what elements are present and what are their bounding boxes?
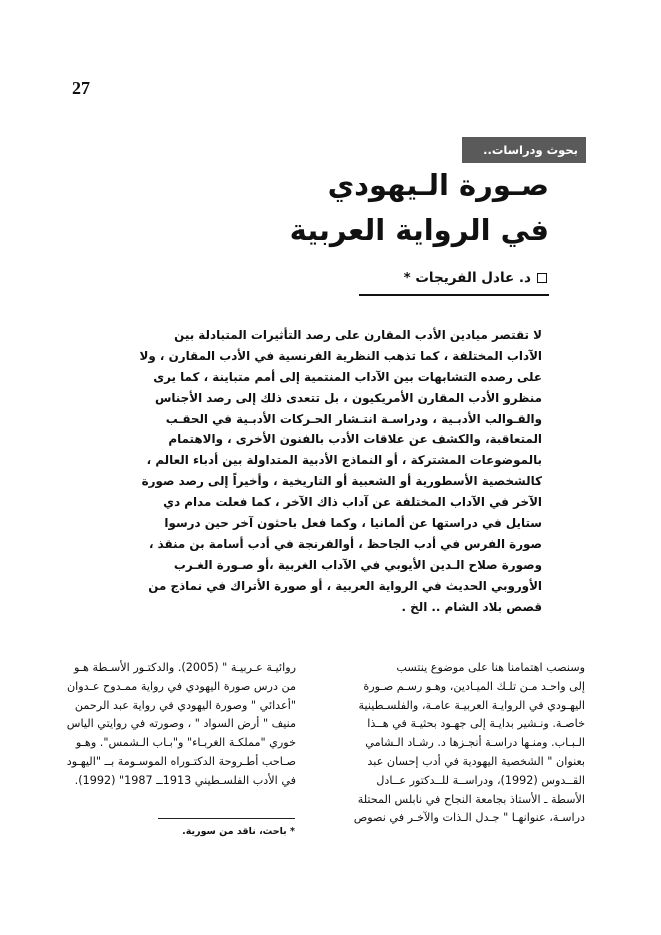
abstract-line: بالموضوعات المشتركة ، أو النماذج الأدبية المتداولة بين أدباء العالم ، (146, 453, 542, 468)
body-line: الـبـاب. ومنـها دراسـة أنجـزها د. رشـاد الـشامي (365, 736, 585, 750)
footnote: * باحث، ناقد من سورية. (182, 826, 295, 837)
body-line: الأسطة ـ الأستاذ بجامعة النجاح في نابلس المحتلة (357, 792, 585, 806)
body-line: دراسـة، عنوانهـا " جـدل الـذات والآخـر في نصوص (353, 811, 585, 825)
article-title-line-2: في الرواية العربية (289, 213, 549, 247)
abstract-line: كالشخصية الأسطورية أو الشعبية أو التاريخية ، وأخيراً إلى رصد صورة (141, 474, 542, 489)
abstract-line: وصورة صلاح الـدين الأيوبي في الآداب الغربية ،أو صـورة الغـرب (173, 557, 542, 572)
abstract-line: الآخر في الآداب المختلفة عن آداب ذاك الآخر ، كما فعلت مدام دي (163, 495, 542, 510)
body-line: روائيـة عـربيـة " (2005). والدكتـور الأسـطة هـو (73, 661, 296, 674)
body-line: القــدوس (1992)، ودراســة للــدكتور عــادل (376, 773, 585, 787)
body-column-right (353, 659, 585, 828)
abstract-line: الأوروبي الحديث في الرواية العربية ، أو صورة الأتراك في نماذج من (148, 578, 542, 593)
abstract-line: ستايل في دراستها عن ألمانيا ، وكما فعل باحثون آخر حين درسوا (164, 516, 542, 531)
body-column-left (68, 659, 296, 791)
body-line: في الأدب الفلسـطيني 1913ــ 1987" (1992). (74, 773, 296, 787)
author-underline (359, 294, 549, 296)
abstract-line: المتعاقبة، والكشف عن علاقات الأدب بالفنون الأخرى ، والاهتمام (168, 432, 542, 447)
body-line: منيف " أرض السواد " ، وصورته في روايتي الياس (66, 717, 296, 731)
body-line: خاصـة. ونـشير بدايـة إلى جهـود بحثيـة في هــذا (367, 717, 585, 731)
body-line: بعنوان " الشخصية اليهودية في أدب إحسان عبد (367, 754, 585, 768)
section-label: بحوث ودراسات.. (462, 137, 586, 163)
abstract-line: على رصده التشابهات بين الآداب المنتمية إلى أمم متباينة ، كما يرى (153, 369, 542, 384)
body-line: إلى واحـد مـن تلـك الميـادين، وهـو رسـم صـورة (363, 679, 585, 693)
footnote-divider (158, 818, 295, 819)
abstract-line: منظرو الأدب المقارن الأمريكيون ، بل تتعدى ذلك إلى رصد الأجناس (154, 390, 542, 405)
page-number: 27 (72, 78, 90, 98)
abstract-line: قصص بلاد الشام .. الخ . (401, 599, 542, 614)
abstract-line: صورة الفرس في أدب الجاحظ ، أوالفرنجة في أدب أسامة بن منقذ ، (148, 536, 542, 551)
abstract-line: والقـوالب الأدبـية ، ودراسـة انتـشار الحـركات الأدبـية في الحقـب (165, 411, 542, 426)
body-line: خوري "مملكـة الغربـاء" و"بـاب الـشمس". وهـو (75, 736, 296, 750)
abstract-line: لا تقتصر ميادين الأدب المقارن على رصد التأثيرات المتبادلة بين (174, 328, 542, 342)
abstract (114, 325, 542, 617)
body-line: اليهـودي في الروايـة العربيـة عامـة، والفلسـطينية (358, 698, 585, 712)
body-line: من درس صورة اليهودي في رواية ممـدوح عـدوان (66, 679, 296, 693)
author-byline (404, 270, 547, 286)
article-title-line-1: صـورة الـيهودي (327, 168, 549, 202)
body-line: "أعدائي " وصورة اليهودي في رواية عبد الرحمن (74, 698, 296, 712)
body-line: وسنصب اهتمامنا هنا على موضوع ينتسب (396, 661, 585, 674)
body-line: صـاحب أطـروحة الدكتـوراه الموسـومة بــ "اليهـود (66, 754, 296, 768)
square-bullet-icon (537, 273, 547, 283)
author-name: د. عادل الفريجات * (403, 270, 531, 286)
abstract-line: الآداب المختلفة ، كما تذهب النظرية الفرنسية في الأدب المقارن ، ولا (139, 348, 542, 363)
